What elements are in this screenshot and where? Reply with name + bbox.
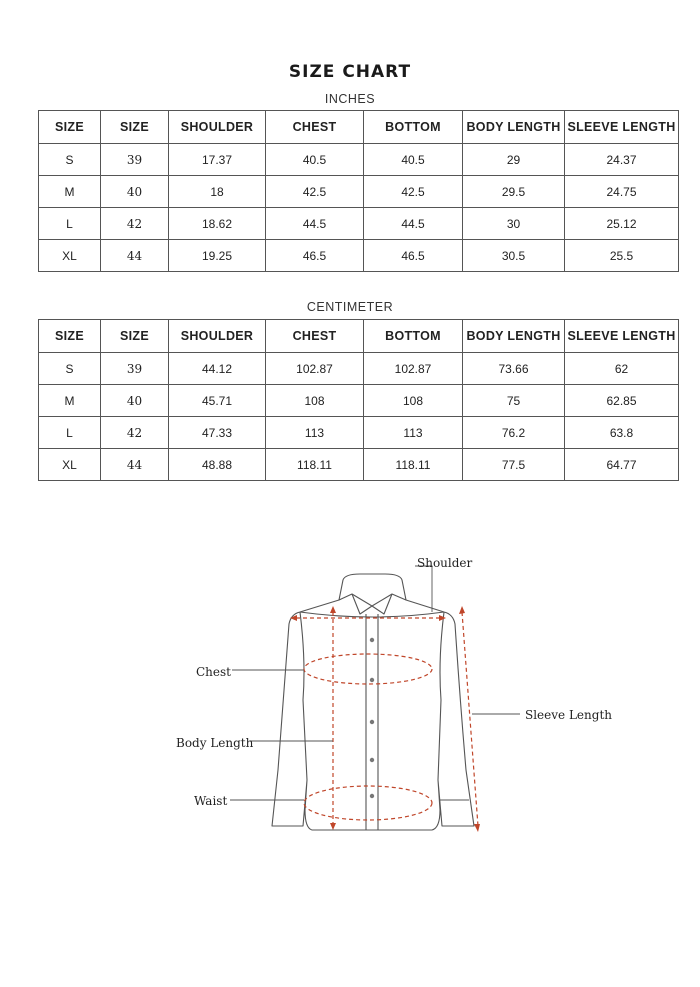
cell-bottom: 40.5 bbox=[364, 144, 463, 176]
waist-label: Waist bbox=[194, 794, 228, 808]
cell-body-length: 30.5 bbox=[463, 240, 565, 272]
cell-shoulder: 44.12 bbox=[169, 353, 266, 385]
body-length-label: Body Length bbox=[176, 736, 254, 750]
table-row bbox=[39, 353, 679, 385]
cell-chest: 40.5 bbox=[266, 144, 364, 176]
col-header-size-number: SIZE bbox=[101, 320, 169, 353]
cell-sleeve-length: 25.5 bbox=[565, 240, 679, 272]
sleeve-length-measure-line bbox=[462, 612, 478, 826]
table-row bbox=[39, 240, 679, 272]
cell-size-number: 42 bbox=[101, 417, 169, 449]
cell-size-number: 42 bbox=[101, 208, 169, 240]
table-row bbox=[39, 385, 679, 417]
shirt-buttons bbox=[370, 638, 374, 798]
cell-size: XL bbox=[39, 449, 101, 481]
cell-sleeve-length: 63.8 bbox=[565, 417, 679, 449]
col-header-body-length: BODY LENGTH bbox=[463, 111, 565, 144]
cell-sleeve-length: 24.75 bbox=[565, 176, 679, 208]
inches-caption: INCHES bbox=[324, 92, 376, 106]
col-header-shoulder: SHOULDER bbox=[169, 320, 266, 353]
cell-size: M bbox=[39, 385, 101, 417]
table-header-row bbox=[39, 111, 679, 144]
col-header-size: SIZE bbox=[39, 111, 101, 144]
cell-size: XL bbox=[39, 240, 101, 272]
cell-bottom: 44.5 bbox=[364, 208, 463, 240]
chest-label: Chest bbox=[196, 665, 231, 679]
col-header-sleeve-length: SLEEVE LENGTH bbox=[565, 320, 679, 353]
table-row bbox=[39, 417, 679, 449]
cell-bottom: 113 bbox=[364, 417, 463, 449]
cell-shoulder: 47.33 bbox=[169, 417, 266, 449]
shoulder-label: Shoulder bbox=[417, 556, 473, 570]
cell-size-number: 40 bbox=[101, 385, 169, 417]
cell-sleeve-length: 62 bbox=[565, 353, 679, 385]
cell-shoulder: 18.62 bbox=[169, 208, 266, 240]
cell-size: S bbox=[39, 353, 101, 385]
table-row bbox=[39, 144, 679, 176]
cell-body-length: 76.2 bbox=[463, 417, 565, 449]
col-header-body-length: BODY LENGTH bbox=[463, 320, 565, 353]
cell-chest: 44.5 bbox=[266, 208, 364, 240]
measurement-arrowheads bbox=[290, 606, 480, 832]
cell-size-number: 44 bbox=[101, 240, 169, 272]
cell-chest: 108 bbox=[266, 385, 364, 417]
sleeve-length-label: Sleeve Length bbox=[525, 708, 612, 722]
cell-bottom: 42.5 bbox=[364, 176, 463, 208]
cell-sleeve-length: 62.85 bbox=[565, 385, 679, 417]
cell-body-length: 30 bbox=[463, 208, 565, 240]
col-header-size-number: SIZE bbox=[101, 111, 169, 144]
cell-size: L bbox=[39, 208, 101, 240]
cell-body-length: 73.66 bbox=[463, 353, 565, 385]
cell-sleeve-length: 24.37 bbox=[565, 144, 679, 176]
cell-bottom: 108 bbox=[364, 385, 463, 417]
centimeter-size-table bbox=[38, 319, 679, 481]
cell-shoulder: 45.71 bbox=[169, 385, 266, 417]
cell-body-length: 29 bbox=[463, 144, 565, 176]
cell-size-number: 40 bbox=[101, 176, 169, 208]
shirt-measurement-diagram bbox=[0, 540, 700, 860]
table-row bbox=[39, 449, 679, 481]
cell-body-length: 77.5 bbox=[463, 449, 565, 481]
cell-shoulder: 18 bbox=[169, 176, 266, 208]
cell-sleeve-length: 64.77 bbox=[565, 449, 679, 481]
cell-size-number: 39 bbox=[101, 144, 169, 176]
cell-chest: 42.5 bbox=[266, 176, 364, 208]
cell-size-number: 44 bbox=[101, 449, 169, 481]
cell-sleeve-length: 25.12 bbox=[565, 208, 679, 240]
cell-size: L bbox=[39, 417, 101, 449]
col-header-size: SIZE bbox=[39, 320, 101, 353]
page-title: SIZE CHART bbox=[288, 62, 412, 82]
cell-bottom: 102.87 bbox=[364, 353, 463, 385]
cell-chest: 118.11 bbox=[266, 449, 364, 481]
col-header-sleeve-length: SLEEVE LENGTH bbox=[565, 111, 679, 144]
table-header-row bbox=[39, 320, 679, 353]
chest-measure-ellipse bbox=[304, 654, 432, 684]
cell-size: S bbox=[39, 144, 101, 176]
cell-shoulder: 17.37 bbox=[169, 144, 266, 176]
cell-chest: 46.5 bbox=[266, 240, 364, 272]
shirt-outline bbox=[272, 574, 474, 830]
cell-shoulder: 19.25 bbox=[169, 240, 266, 272]
col-header-shoulder: SHOULDER bbox=[169, 111, 266, 144]
col-header-bottom: BOTTOM bbox=[364, 320, 463, 353]
inches-size-table bbox=[38, 110, 679, 272]
measurement-guides bbox=[296, 612, 478, 826]
col-header-bottom: BOTTOM bbox=[364, 111, 463, 144]
table-row bbox=[39, 208, 679, 240]
cell-bottom: 46.5 bbox=[364, 240, 463, 272]
col-header-chest: CHEST bbox=[266, 320, 364, 353]
table-row bbox=[39, 176, 679, 208]
cell-body-length: 75 bbox=[463, 385, 565, 417]
cell-size: M bbox=[39, 176, 101, 208]
cell-shoulder: 48.88 bbox=[169, 449, 266, 481]
waist-measure-ellipse bbox=[304, 786, 432, 820]
cell-chest: 102.87 bbox=[266, 353, 364, 385]
col-header-chest: CHEST bbox=[266, 111, 364, 144]
centimeter-caption: CENTIMETER bbox=[306, 300, 394, 314]
cell-size-number: 39 bbox=[101, 353, 169, 385]
cell-chest: 113 bbox=[266, 417, 364, 449]
cell-bottom: 118.11 bbox=[364, 449, 463, 481]
callout-lines bbox=[230, 566, 520, 800]
cell-body-length: 29.5 bbox=[463, 176, 565, 208]
